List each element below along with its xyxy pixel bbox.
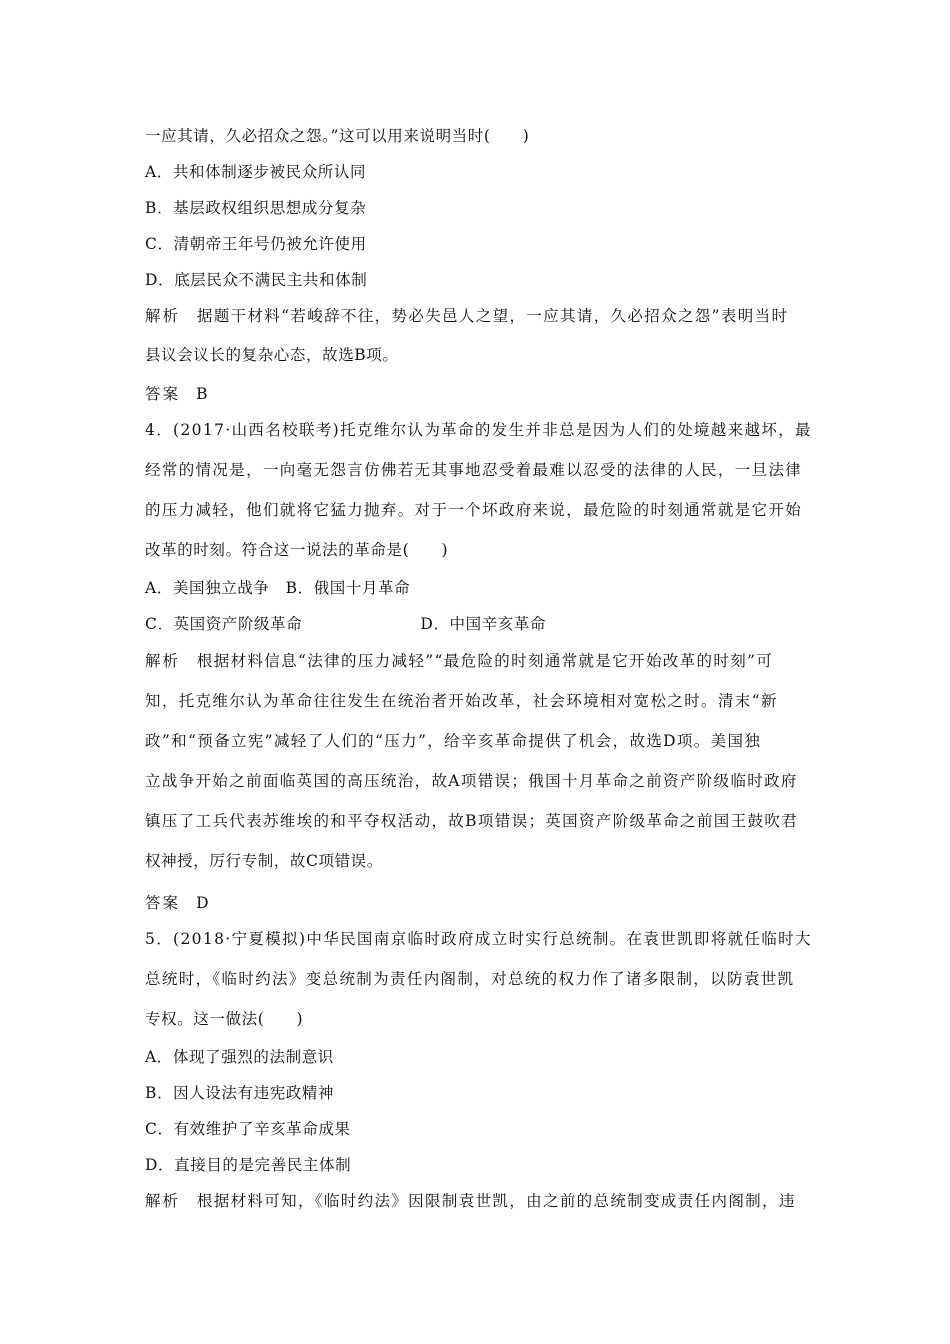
q3-analysis-label: 解析 (145, 307, 181, 325)
q4-stem-line-1: 4．(2017·山西名校联考)托克维尔认为革命的发生并非总是因为人们的处境越来越坏，最 (145, 421, 812, 439)
q4-option-c: C．英国资产阶级革命 (145, 615, 303, 633)
q4-analysis-line-2: 知，托克维尔认为革命往往发生在统治者开始改革，社会环境相对宽松之时。清末“新 (145, 692, 778, 710)
q4-answer-line (145, 893, 209, 913)
q4-analysis-line-1 (145, 651, 773, 671)
q5-option-b: B．因人设法有违宪政精神 (145, 1084, 335, 1102)
q4-analysis-line-6: 权神授，厉行专制，故C项错误。 (145, 852, 383, 870)
q3-answer-value: B (196, 385, 209, 403)
q3-option-d: D．底层民众不满民主共和体制 (145, 271, 368, 289)
q5-option-d: D．直接目的是完善民主体制 (145, 1156, 352, 1174)
q4-answer-value: D (196, 894, 210, 912)
q3-analysis-text-1: 据题干材料“若峻辞不往，势必失邑人之望，一应其请，久必招众之怨”表明当时 (196, 307, 789, 325)
q4-stem-line-3: 的压力减轻，他们就将它猛力抛弃。对于一个坏政府来说，最危险的时刻通常就是它开始 (145, 501, 803, 519)
q5-analysis-text-1: 根据材料可知，《临时约法》因限制袁世凯，由之前的总统制变成责任内阁制，违 (196, 1192, 796, 1210)
q3-answer-label: 答案 (145, 385, 181, 403)
q4-answer-label: 答案 (145, 894, 181, 912)
q4-stem-line-2: 经常的情况是，一向毫无怨言仿佛若无其事地忍受着最难以忍受的法律的人民，一旦法律 (145, 461, 803, 479)
q4-analysis-line-4: 立战争开始之前面临英国的高压统治，故A项错误；俄国十月革命之前资产阶级临时政府 (145, 772, 798, 790)
q5-analysis-label: 解析 (145, 1192, 181, 1210)
q5-option-c: C．有效维护了辛亥革命成果 (145, 1120, 351, 1138)
q5-option-a: A．体现了强烈的法制意识 (145, 1048, 334, 1066)
q5-analysis-line-1 (145, 1191, 796, 1211)
q3-analysis-line-1 (145, 306, 788, 326)
q4-analysis-line-5: 镇压了工兵代表苏维埃的和平夺权活动，故B项错误；英国资产阶级革命之前国王鼓吹君 (145, 812, 799, 830)
q3-option-c: C．清朝帝王年号仍被允许使用 (145, 235, 367, 253)
q3-option-b: B．基层政权组织思想成分复杂 (145, 199, 367, 217)
q4-analysis-label: 解析 (145, 652, 181, 670)
q4-options-row-2 (145, 614, 546, 634)
q4-options-row-1: A．美国独立战争 B．俄国十月革命 (145, 579, 411, 597)
q4-option-d: D．中国辛亥革命 (420, 615, 547, 633)
q4-analysis-line-3: 政”和“预备立宪”减轻了人们的“压力”，给辛亥革命提供了机会，故选D项。美国独 (145, 732, 762, 750)
q3-answer-line (145, 384, 208, 404)
q5-stem-line-3: 专权。这一做法( ) (145, 1010, 304, 1028)
q3-analysis-line-2: 县议会议长的复杂心态，故选B项。 (145, 346, 399, 364)
q4-analysis-text-1: 根据材料信息“法律的压力减轻”“最危险的时刻通常就是它开始改革的时刻”可 (196, 652, 774, 670)
q3-option-a: A．共和体制逐步被民众所认同 (145, 163, 367, 181)
q3-stem-end: 一应其请，久必招众之怨。”这可以用来说明当时( ) (145, 127, 530, 145)
q5-stem-line-2: 总统时，《临时约法》变总统制为责任内阁制，对总统的权力作了诸多限制，以防袁世凯 (145, 970, 795, 988)
q4-stem-line-4: 改革的时刻。符合这一说法的革命是( ) (145, 541, 449, 559)
q5-stem-line-1: 5．(2018·宁夏模拟)中华民国南京临时政府成立时实行总统制。在袁世凯即将就任临时大 (145, 930, 812, 948)
